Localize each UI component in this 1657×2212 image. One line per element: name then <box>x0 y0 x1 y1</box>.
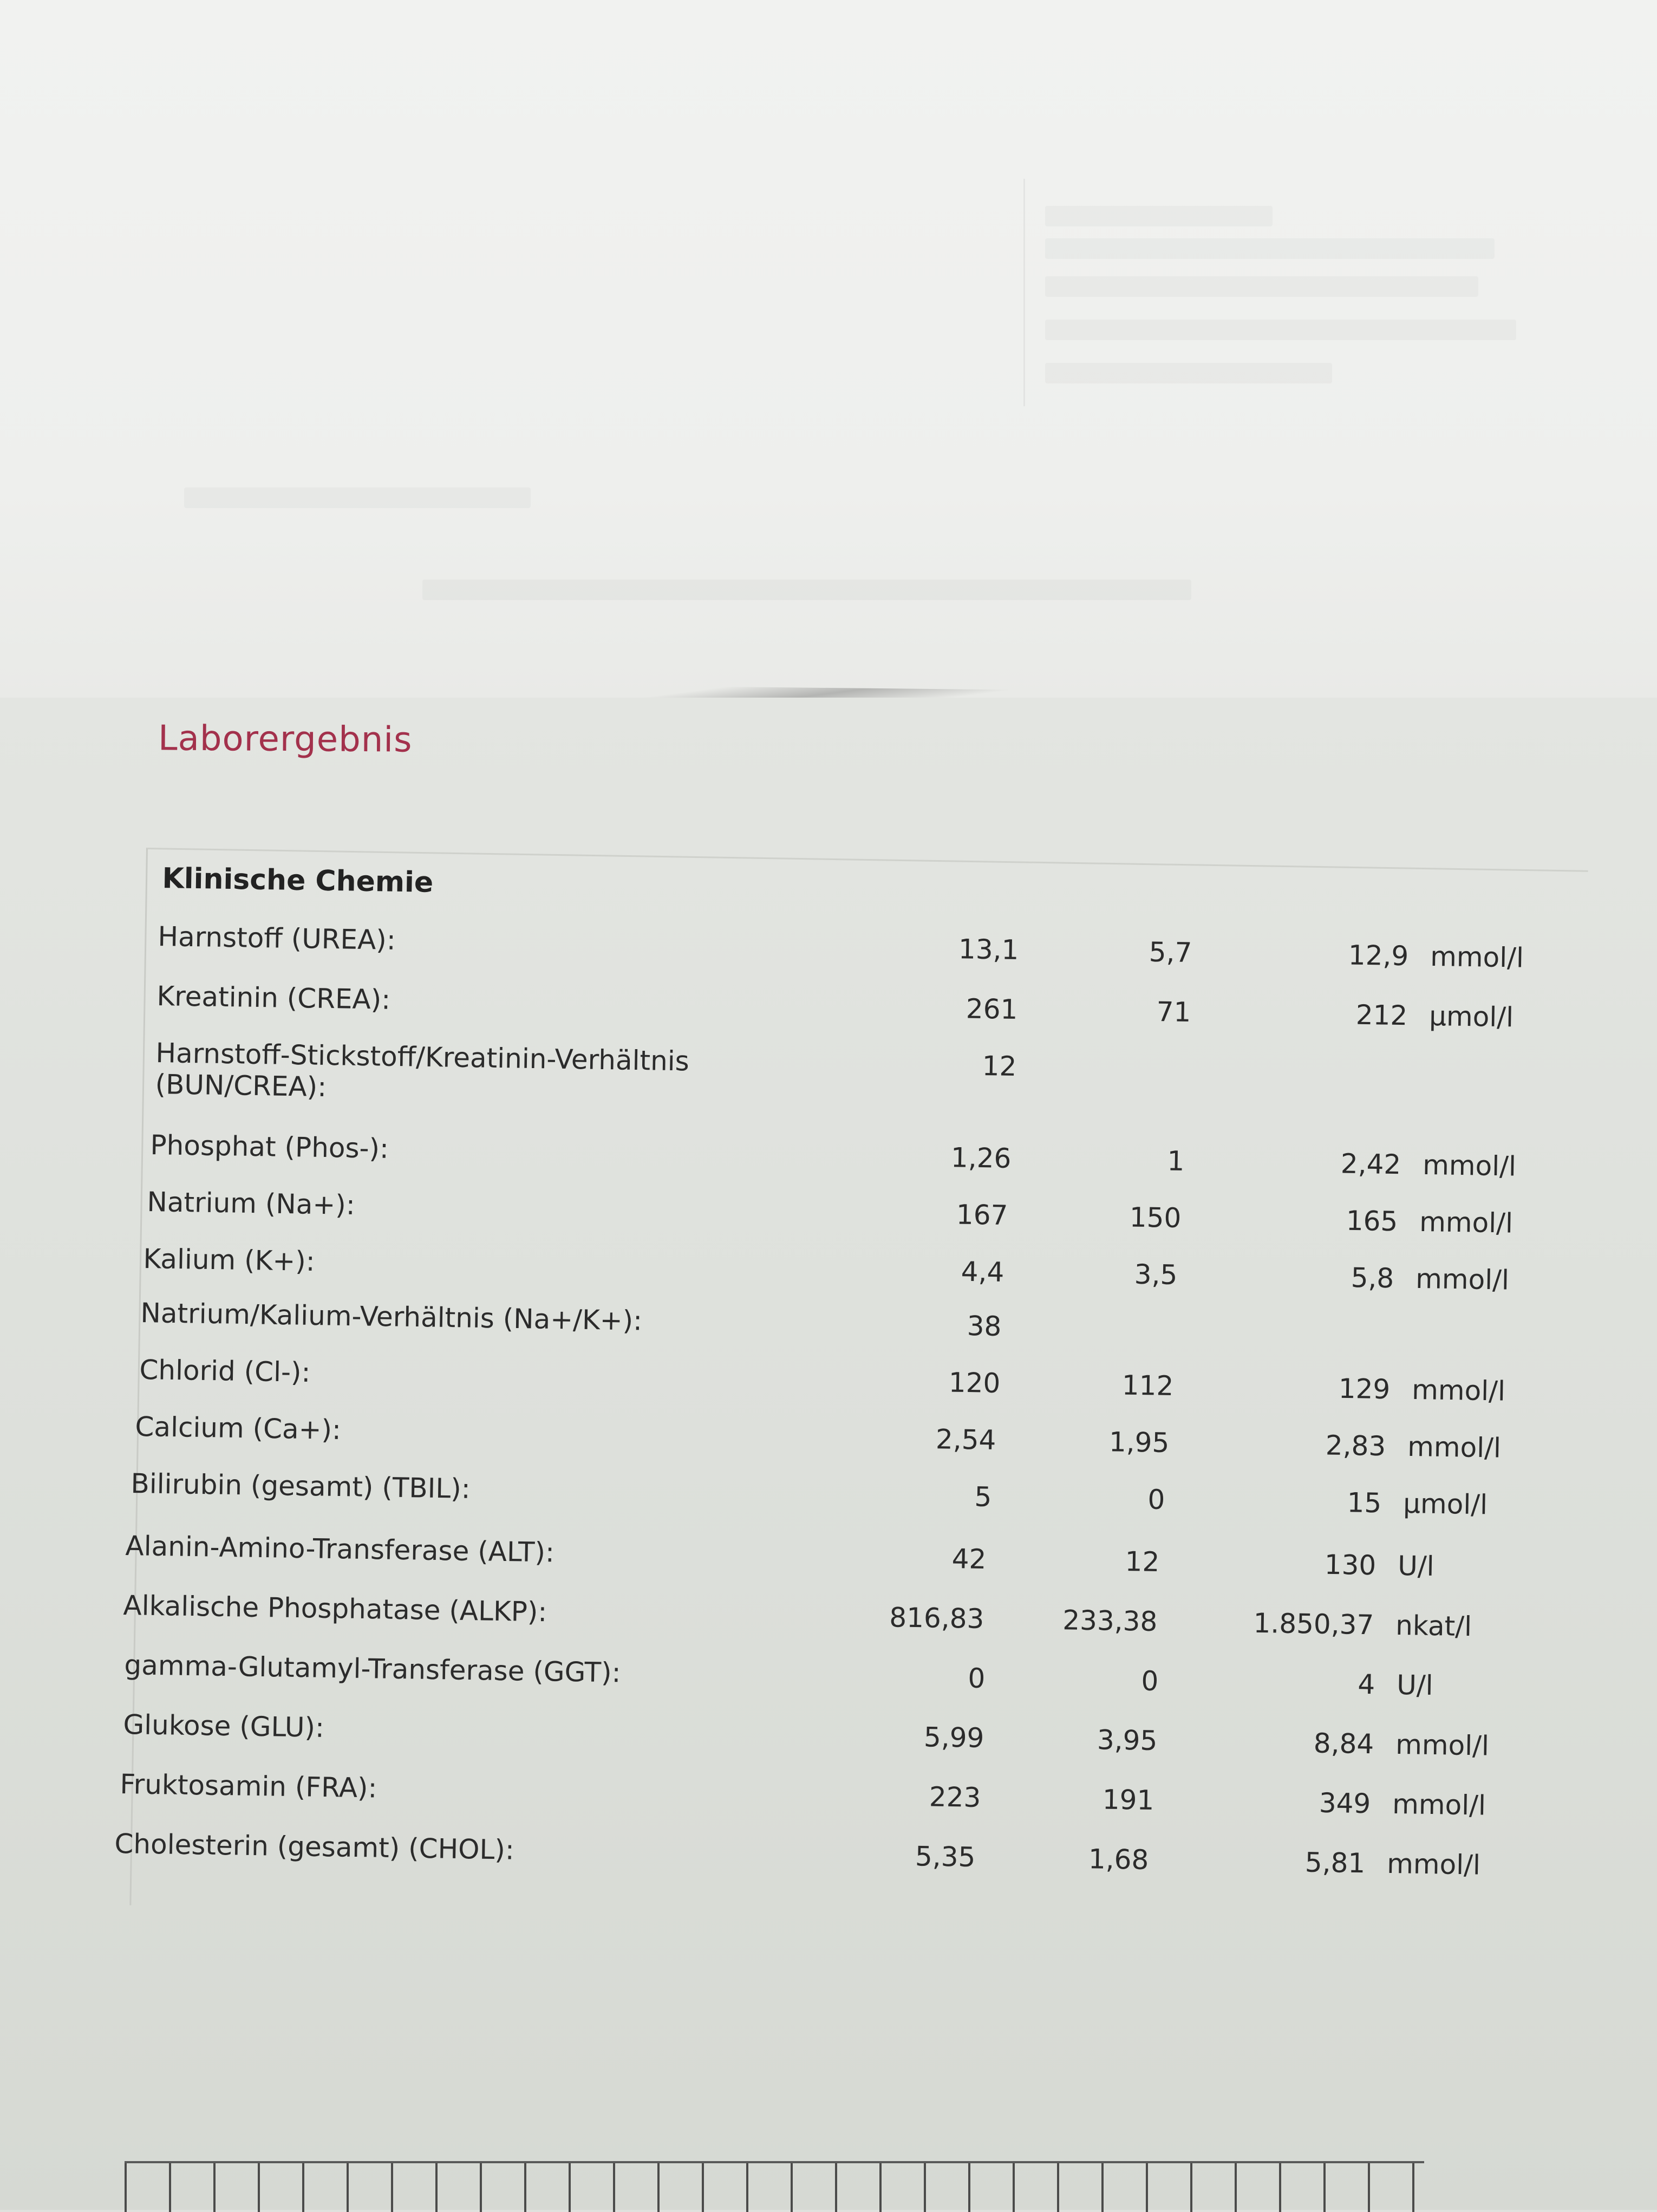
parameter-name: Phosphat (Phos-): <box>150 1129 389 1164</box>
unit-label: mmol/l <box>1392 1788 1486 1821</box>
parameter-name: Calcium (Ca+): <box>135 1411 342 1446</box>
result-value: 816,83 <box>889 1602 984 1635</box>
parameter-name: Alkalische Phosphatase (ALKP): <box>123 1590 547 1628</box>
reference-min: 0 <box>1141 1665 1159 1697</box>
reference-min: 3,95 <box>1097 1724 1158 1756</box>
reference-min: 150 <box>1129 1201 1182 1234</box>
table-row <box>124 1649 1532 1704</box>
table-row <box>147 1186 1555 1241</box>
unit-label: mmol/l <box>1395 1728 1490 1762</box>
table-row <box>139 1354 1548 1409</box>
table-row <box>114 1828 1523 1883</box>
reference-min: 112 <box>1121 1369 1174 1402</box>
reference-max: 212 <box>1355 999 1408 1032</box>
table-row <box>155 1037 1564 1103</box>
result-value: 261 <box>966 993 1018 1025</box>
reference-max: 4 <box>1357 1668 1375 1701</box>
reference-min: 5,7 <box>1149 936 1192 968</box>
table-row <box>120 1768 1528 1823</box>
reference-min: 1,95 <box>1108 1426 1170 1459</box>
table-row <box>123 1709 1531 1764</box>
reference-min: 1,68 <box>1088 1843 1149 1876</box>
reference-min: 3,5 <box>1134 1258 1178 1291</box>
unit-label: µmol/l <box>1428 1000 1514 1033</box>
parameter-name: Bilirubin (gesamt) (TBIL): <box>131 1468 471 1505</box>
result-value: 223 <box>929 1781 981 1813</box>
unit-label: mmol/l <box>1422 1149 1517 1182</box>
table-row <box>156 980 1565 1035</box>
result-value: 4,4 <box>961 1255 1004 1288</box>
unit-label: U/l <box>1396 1669 1434 1701</box>
reference-max: 349 <box>1319 1787 1371 1820</box>
unit-label: mmol/l <box>1407 1430 1502 1464</box>
reference-max: 5,8 <box>1351 1262 1394 1294</box>
table-row <box>140 1297 1549 1352</box>
reference-min: 71 <box>1156 996 1191 1028</box>
parameter-name: Fruktosamin (FRA): <box>120 1768 377 1804</box>
reference-max: 130 <box>1324 1549 1377 1582</box>
reference-min: 12 <box>1125 1546 1160 1578</box>
reference-max: 129 <box>1338 1372 1391 1406</box>
parameter-name-continued: (BUN/CREA): <box>155 1068 327 1103</box>
unit-label: mmol/l <box>1386 1847 1481 1881</box>
parameter-name: Natrium/Kalium-Verhältnis (Na+/K+): <box>140 1297 643 1337</box>
unit-label: mmol/l <box>1419 1206 1514 1239</box>
parameter-name: Kreatinin (CREA): <box>156 980 391 1016</box>
reference-max: 1.850,37 <box>1253 1607 1374 1641</box>
result-value: 38 <box>967 1310 1002 1342</box>
table-row <box>158 921 1566 975</box>
result-value: 1,26 <box>950 1142 1012 1174</box>
result-value: 42 <box>951 1543 987 1575</box>
section-heading: Laborergebnis <box>158 718 413 760</box>
table-row <box>135 1411 1543 1466</box>
table-row <box>150 1129 1558 1184</box>
reference-min: 191 <box>1102 1784 1154 1816</box>
unit-label: µmol/l <box>1402 1487 1488 1521</box>
result-value: 5,35 <box>915 1840 976 1873</box>
unit-label: nkat/l <box>1395 1609 1472 1643</box>
parameter-name: Harnstoff (UREA): <box>158 921 396 956</box>
parameter-name: Kalium (K+): <box>143 1243 316 1277</box>
reference-max: 2,42 <box>1340 1148 1401 1181</box>
parameter-name: Cholesterin (gesamt) (CHOL): <box>114 1828 515 1866</box>
reference-min <box>1056 1312 1175 1313</box>
reference-max: 2,83 <box>1325 1429 1386 1462</box>
result-value: 2,54 <box>935 1423 996 1456</box>
unit-label: mmol/l <box>1430 940 1524 974</box>
reference-min: 233,38 <box>1062 1604 1158 1637</box>
reference-max: 15 <box>1347 1487 1382 1519</box>
reference-max: 12,9 <box>1348 939 1409 972</box>
reference-max: 165 <box>1346 1205 1398 1238</box>
parameter-name: Chlorid (Cl-): <box>139 1354 311 1388</box>
unit-label: U/l <box>1397 1550 1435 1582</box>
result-value: 120 <box>948 1367 1001 1399</box>
result-value: 167 <box>956 1199 1008 1231</box>
table-row <box>123 1590 1531 1644</box>
reference-max <box>1229 1315 1392 1317</box>
parameter-name: Natrium (Na+): <box>147 1186 356 1221</box>
group-title: Klinische Chemie <box>162 862 434 899</box>
reference-min: 0 <box>1147 1484 1165 1515</box>
reference-max: 8,84 <box>1313 1727 1374 1760</box>
result-value: 0 <box>968 1662 986 1694</box>
result-value: 5,99 <box>923 1721 984 1754</box>
result-value: 13,1 <box>958 933 1019 966</box>
table-row <box>131 1468 1539 1523</box>
reference-min: 1 <box>1167 1145 1185 1177</box>
unit-label: mmol/l <box>1411 1374 1506 1407</box>
table-row <box>125 1530 1534 1585</box>
grid-paper-edge <box>125 2161 1424 2212</box>
parameter-name: Harnstoff-Stickstoff/Kreatinin-Verhältnis <box>155 1037 690 1077</box>
reference-max <box>1244 1055 1407 1057</box>
unit-label: mmol/l <box>1415 1263 1510 1296</box>
result-value: 5 <box>974 1481 992 1513</box>
reference-max: 5,81 <box>1304 1846 1366 1879</box>
reference-min <box>1071 1052 1190 1053</box>
parameter-name: Glukose (GLU): <box>123 1709 325 1743</box>
parameter-name: Alanin-Amino-Transferase (ALT): <box>125 1530 555 1569</box>
result-value: 12 <box>982 1050 1017 1082</box>
parameter-name: gamma-Glutamyl-Transferase (GGT): <box>124 1649 621 1689</box>
table-row <box>143 1243 1551 1298</box>
